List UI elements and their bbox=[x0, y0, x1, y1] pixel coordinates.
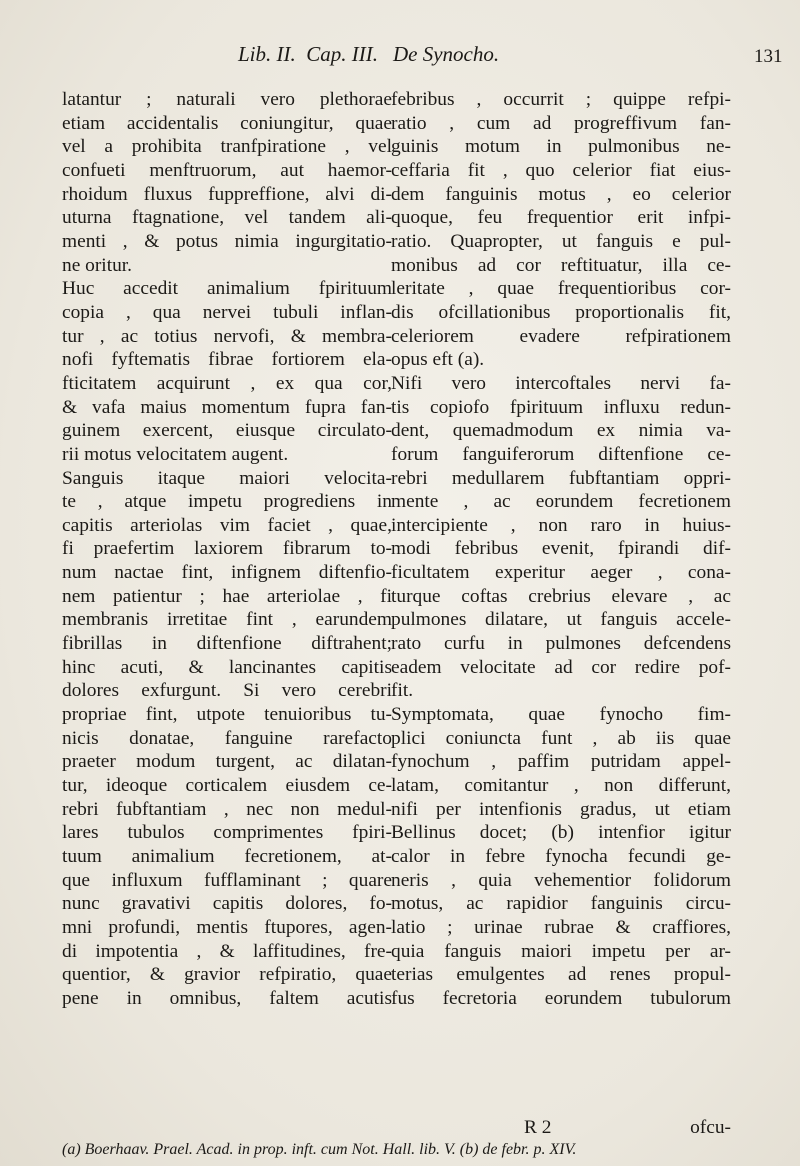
text-line: leritate , quae frequentioribus cor- bbox=[391, 278, 731, 300]
text-line: & vafa maius momentum fupra fan- bbox=[62, 396, 392, 418]
text-line: dem fanguinis motus , eo celerior bbox=[391, 183, 731, 205]
text-line: rhoidum fluxus fuppreffione, alvi di- bbox=[62, 183, 392, 205]
running-header bbox=[0, 42, 800, 82]
right-text-column bbox=[391, 88, 731, 1011]
text-line: tuum animalium fecretionem, at- bbox=[62, 846, 392, 867]
text-line: pene in omnibus, faltem acutis bbox=[62, 987, 392, 1009]
text-line: di impotentia , & laffitudines, fre- bbox=[62, 940, 392, 962]
text-line: dent, quemadmodum ex nimia va- bbox=[391, 420, 731, 442]
text-line: Bellinus docet; (b) intenfior igitur bbox=[391, 822, 731, 844]
text-line: quoque, feu frequentior erit infpi- bbox=[391, 207, 731, 229]
text-line: modi febribus evenit, fpirandi dif- bbox=[391, 538, 731, 560]
text-line: latantur ; naturali vero plethorae bbox=[62, 89, 392, 110]
text-line: Huc accedit animalium fpirituum bbox=[62, 278, 392, 300]
text-line: praeter modum turgent, ac dilatan- bbox=[62, 751, 392, 773]
text-line: lares tubulos comprimentes fpiri- bbox=[62, 822, 392, 844]
text-line: tur, ideoque corticalem eiusdem ce- bbox=[62, 775, 392, 797]
text-line: propriae fint, utpote tenuioribus tu- bbox=[62, 704, 392, 726]
text-line: num nactae fint, infignem diftenfio- bbox=[62, 562, 392, 584]
header-book-chapter: Lib. II. Cap. III. bbox=[238, 42, 378, 66]
text-line: quentior, & gravior refpiratio, quae bbox=[62, 964, 392, 986]
text-line: confueti menftruorum, aut haemor- bbox=[62, 159, 392, 181]
text-line: vel a prohibita tranfpiratione , vel bbox=[62, 136, 392, 158]
text-line: mente , ac eorundem fecretionem bbox=[391, 491, 731, 513]
text-line: latam, comitantur , non differunt, bbox=[391, 775, 731, 797]
text-line: Nifi vero intercoftales nervi fa- bbox=[391, 372, 731, 394]
text-line: dolores exfurgunt. Si vero cerebri bbox=[62, 680, 392, 702]
text-line: ne oritur. bbox=[62, 254, 133, 276]
text-line: plici coniuncta funt , ab iis quae bbox=[391, 727, 731, 749]
text-line: menti , & potus nimia ingurgitatio- bbox=[62, 230, 392, 252]
text-line: ratio. Quapropter, ut fanguis e pul- bbox=[391, 230, 731, 252]
text-line: guinis motum in pulmonibus ne- bbox=[391, 136, 731, 158]
text-line: fticitatem acquirunt , ex qua cor, bbox=[62, 372, 392, 394]
text-line: forum fanguiferorum diftenfione ce- bbox=[391, 443, 731, 465]
text-line: membranis irretitae fint , earundem bbox=[62, 609, 392, 631]
text-line: ratio , cum ad progreffivum fan- bbox=[391, 112, 731, 134]
text-line: rebri medullarem fubftantiam oppri- bbox=[391, 467, 731, 489]
page-number: 131 bbox=[754, 46, 783, 67]
text-line: febribus , occurrit ; quippe refpi- bbox=[391, 89, 731, 110]
header-section-title: De Synocho. bbox=[393, 42, 500, 66]
text-line: terias emulgentes ad renes propul- bbox=[391, 964, 731, 986]
text-line: opus eft (a). bbox=[391, 349, 485, 371]
catchword: ofcu- bbox=[690, 1117, 731, 1138]
text-line: nicis donatae, fanguine rarefacto bbox=[62, 727, 392, 749]
text-line: motus, ac rapidior fanguinis circu- bbox=[391, 893, 731, 915]
text-line: eadem velocitate ad cor redire pof- bbox=[391, 656, 731, 678]
text-line: fibrillas in diftenfione diftrahent; bbox=[62, 633, 392, 655]
text-line: pulmones dilatare, ut fanguis accele- bbox=[391, 609, 731, 631]
left-text-column bbox=[62, 88, 392, 1011]
text-line: nifi per intenfionis gradus, ut etiam bbox=[391, 798, 731, 820]
text-line: calor in febre fynocha fecundi ge- bbox=[391, 846, 731, 867]
text-line: turque coftas crebrius elevare , ac bbox=[391, 585, 731, 607]
signature-mark: R 2 bbox=[524, 1117, 552, 1138]
text-line: fit. bbox=[391, 680, 414, 702]
text-line: nunc gravativi capitis dolores, fo- bbox=[62, 893, 392, 915]
text-line: tis copiofo fpirituum influxu redun- bbox=[391, 396, 731, 418]
text-line: mni profundi, mentis ftupores, agen- bbox=[62, 916, 392, 938]
text-line: neris , quia vehementior folidorum bbox=[391, 869, 731, 891]
text-line: ceffaria fit , quo celerior fiat eius- bbox=[391, 159, 731, 181]
text-line: dis ofcillationibus proportionalis fit, bbox=[391, 301, 731, 323]
text-line: rebri fubftantiam , nec non medul- bbox=[62, 798, 392, 820]
text-line: hinc acuti, & lancinantes capitis bbox=[62, 656, 392, 678]
text-line: rato curfu in pulmones defcendens bbox=[391, 633, 731, 655]
text-line: nem patientur ; hae arteriolae , fi bbox=[62, 585, 392, 607]
text-line: etiam accidentalis coniungitur, quae bbox=[62, 112, 392, 134]
text-line: intercipiente , non raro in huius- bbox=[391, 514, 731, 536]
text-line: te , atque impetu progrediens in bbox=[62, 491, 392, 513]
text-line: que influxum fufflaminant ; quare bbox=[62, 869, 392, 891]
text-line: capitis arteriolas vim faciet , quae, bbox=[62, 514, 392, 536]
text-line: uturna ftagnatione, vel tandem ali- bbox=[62, 207, 392, 229]
text-line: guinem exercent, eiusque circulato- bbox=[62, 420, 392, 442]
footnotes: (a) Boerhaav. Prael. Acad. in prop. inft. cum Not. Hall. lib. V. (b) de febr. p. XIV. bbox=[62, 1141, 577, 1158]
text-line: tur , ac totius nervofi, & membra- bbox=[62, 325, 392, 347]
text-line: quia fanguis maiori impetu per ar- bbox=[391, 940, 731, 962]
text-line: ficultatem experitur aeger , cona- bbox=[391, 562, 731, 584]
text-line: celeriorem evadere refpirationem bbox=[391, 325, 731, 347]
text-line: fus fecretoria eorundem tubulorum bbox=[391, 987, 731, 1009]
text-line: fi praefertim laxiorem fibrarum to- bbox=[62, 538, 392, 560]
text-line: Symptomata, quae fynocho fim- bbox=[391, 704, 731, 726]
text-line: monibus ad cor reftituatur, illa ce- bbox=[391, 254, 731, 276]
text-line: latio ; urinae rubrae & craffiores, bbox=[391, 916, 731, 938]
text-line: fynochum , paffim putridam appel- bbox=[391, 751, 731, 773]
text-line: nofi fyftematis fibrae fortiorem ela- bbox=[62, 349, 392, 371]
text-line: rii motus velocitatem augent. bbox=[62, 443, 289, 465]
text-line: copia , qua nervei tubuli inflan- bbox=[62, 301, 392, 323]
text-line: Sanguis itaque maiori velocita- bbox=[62, 467, 392, 489]
